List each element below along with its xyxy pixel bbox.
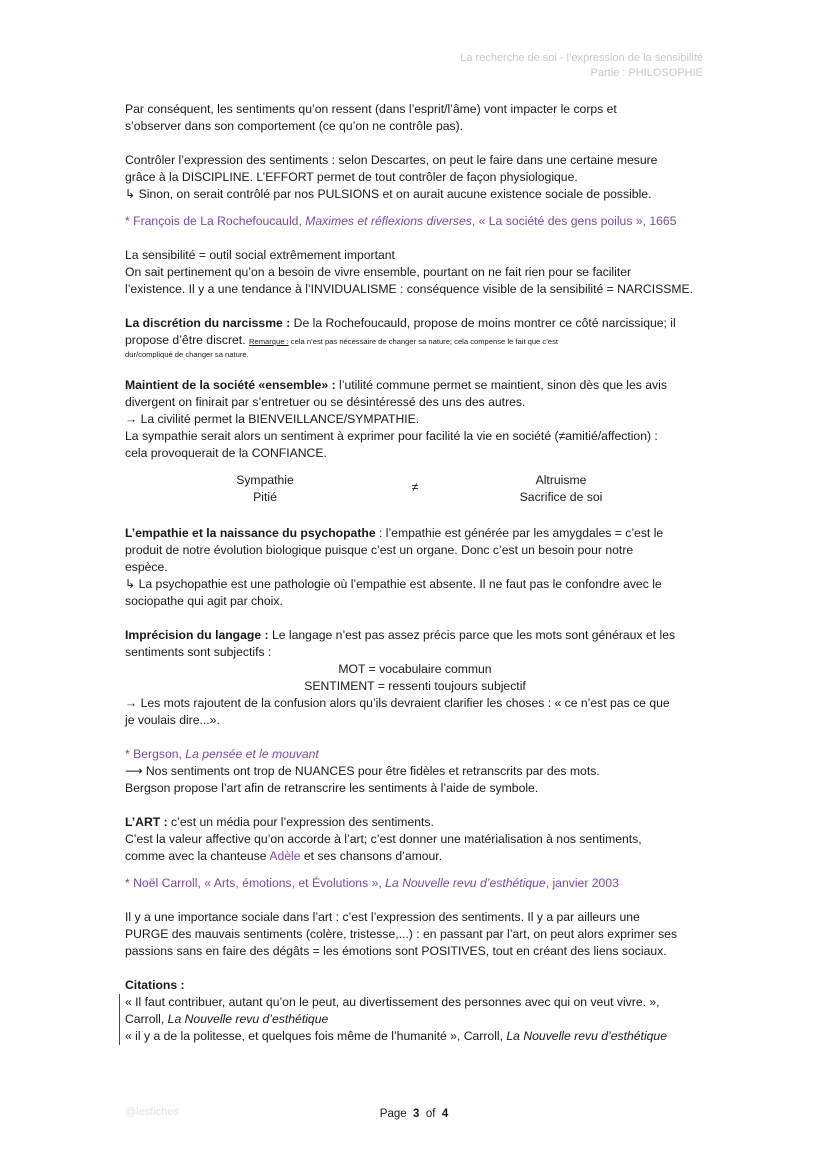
- paragraph-social-art: Il y a une importance sociale dans l’art : c’est l’expression des sentiments. Il y a par ailleurs une PURGE des mauvais sentiments (colère, tristesse,...) : en passant par l’art, on peut alors exprimer ses passions sans en faire des dégâts = les émotions sont POSITIVES, tout en créant des liens sociaux.: [125, 910, 678, 958]
- adele-link: Adèle: [269, 849, 301, 863]
- heading-society: Maintient de la société «ensemble» :: [125, 378, 336, 392]
- paragraph-sensibility: La sensibilité = outil social extrêmement important On sait pertinement qu’on a besoin de vivre ensemble, pourtant on ne fait rien pour se faciliter l’existence. Il y a une tendance à l’INVIDUALISME : conséquence visible de la sensibilité = NARCISSME.: [125, 248, 694, 296]
- quote-bar: [119, 994, 120, 1045]
- heading-citations: Citations :: [125, 978, 185, 992]
- paragraph-empathy: L’empathie et la naissance du psychopathe : l’empathie est générée par les amygdales = c’est le produit de notre évolution biologique puisque c’est un organe. Donc c’est un besoin pour notre espèce. ↳ La psychopathie est une pathologie où l’empathie est absente. Il ne faut pas le confondre avec le sociopathe qui agit par choix.: [125, 526, 664, 608]
- arrow-hook-icon: ↳: [125, 577, 139, 591]
- citations-section: [125, 977, 705, 1045]
- paragraph-body-impact: Par conséquent, les sentiments qu’on ressent (dans l’esprit/l’âme) vont impacter le corps et s’observer dans son comportement (ce qu’on ne contrôle pas).: [125, 102, 617, 133]
- heading-empathy: L’empathie et la naissance du psychopathe: [125, 526, 376, 540]
- paragraph-language: Imprécision du langage : Le langage n’est pas assez précis parce que les mots sont généraux et les sentiments sont subjectifs : MOT = vocabulaire commun SENTIMENT = ressenti toujours subjectif → Les mots rajoutent de la confusion alors qu’ils devraient clarifier les choses : « ce n’est pas ce que je voulais dire...».: [125, 628, 676, 727]
- heading-language: Imprécision du langage :: [125, 628, 269, 642]
- document-body: [125, 101, 705, 1045]
- paragraph-descartes: Contrôler l’expression des sentiments : selon Descartes, on peut le faire dans une certaine mesure grâce à la DISCIPLINE. L’EFFORT permet de tout contrôler de façon physiologique. ↳ Sinon, on serait contrôlé par nos PULSIONS et on aurait aucune existence sociale de possible.: [125, 153, 658, 201]
- comparison-table: Sympathie Pitié ≠ Altruisme Sacrifice de soi: [236, 473, 603, 504]
- page-footer: Page 3 of 4: [379, 1108, 449, 1120]
- arrow-hook-icon: ↳: [125, 187, 139, 201]
- paragraph-society: Maintient de la société «ensemble» : l’utilité commune permet se maintient, sinon dès que les avis divergent on finirait par s’entretuer ou se désintéressé des uns des autres. → La civilité permet la BIENVEILLANCE/SYMPATHIE. La sympathie serait alors un sentiment à exprimer pour facilité la vie en société (≠amitié/affection) : cela provoquerait de la CONFIANCE.: [125, 378, 667, 460]
- header-part: Partie : PHILOSOPHIE: [590, 67, 703, 79]
- page-header: [460, 51, 703, 81]
- not-equal-symbol: ≠: [411, 480, 419, 494]
- paragraph-art: L’ART : c’est un média pour l’expression des sentiments. C’est la valeur affective qu’on accorde à l’art; c’est donner une matérialisation à nos sentiments, comme avec la chanteuse Adèle et ses chansons d’amour.: [125, 815, 642, 863]
- remark-label: Remarque :: [248, 337, 289, 346]
- page-number: 3: [413, 1108, 420, 1120]
- heading-narcissism: La discrétion du narcissme :: [125, 316, 291, 330]
- heading-art: L’ART :: [125, 815, 168, 829]
- reference-carroll: * Noël Carroll, « Arts, émotions, et Évolutions », La Nouvelle revu d’esthétique, janvier 2003: [125, 876, 619, 890]
- reference-rochefoucauld: * François de La Rochefoucauld, Maximes et réflexions diverses, « La société des gens poilus », 1665: [125, 214, 677, 228]
- citations-block: « Il faut contribuer, autant qu’on le peut, au divertissement des personnes avec qui on veut vivre. », Carroll, La Nouvelle revu d’esthétique « il y a de la politesse, et quelques fois même de l’humanité », Carroll, La Nouvelle revu d’esthétique: [125, 994, 705, 1045]
- paragraph-bergson: ⟶ Nos sentiments ont trop de NUANCES pour être fidèles et retranscrits par des mots. Bergson propose l’art afin de retranscrire les sentiments à l’aide de symbole.: [125, 764, 600, 795]
- watermark: @lesfiches: [125, 1106, 179, 1118]
- header-course-title: La recherche de soi - l’expression de la sensibilité: [460, 52, 703, 64]
- page-total: 4: [441, 1108, 449, 1120]
- reference-bergson: * Bergson, La pensée et le mouvant: [125, 747, 319, 761]
- paragraph-narcissism: La discrétion du narcissme : De la Rochefoucauld, propose de moins montrer ce côté narcissique; il propose d’être discret. Remarque : cela n’est pas nécessaire de changer sa nature; cela compense le fait que c’est dur/compliqué de changer sa nature.: [125, 316, 676, 359]
